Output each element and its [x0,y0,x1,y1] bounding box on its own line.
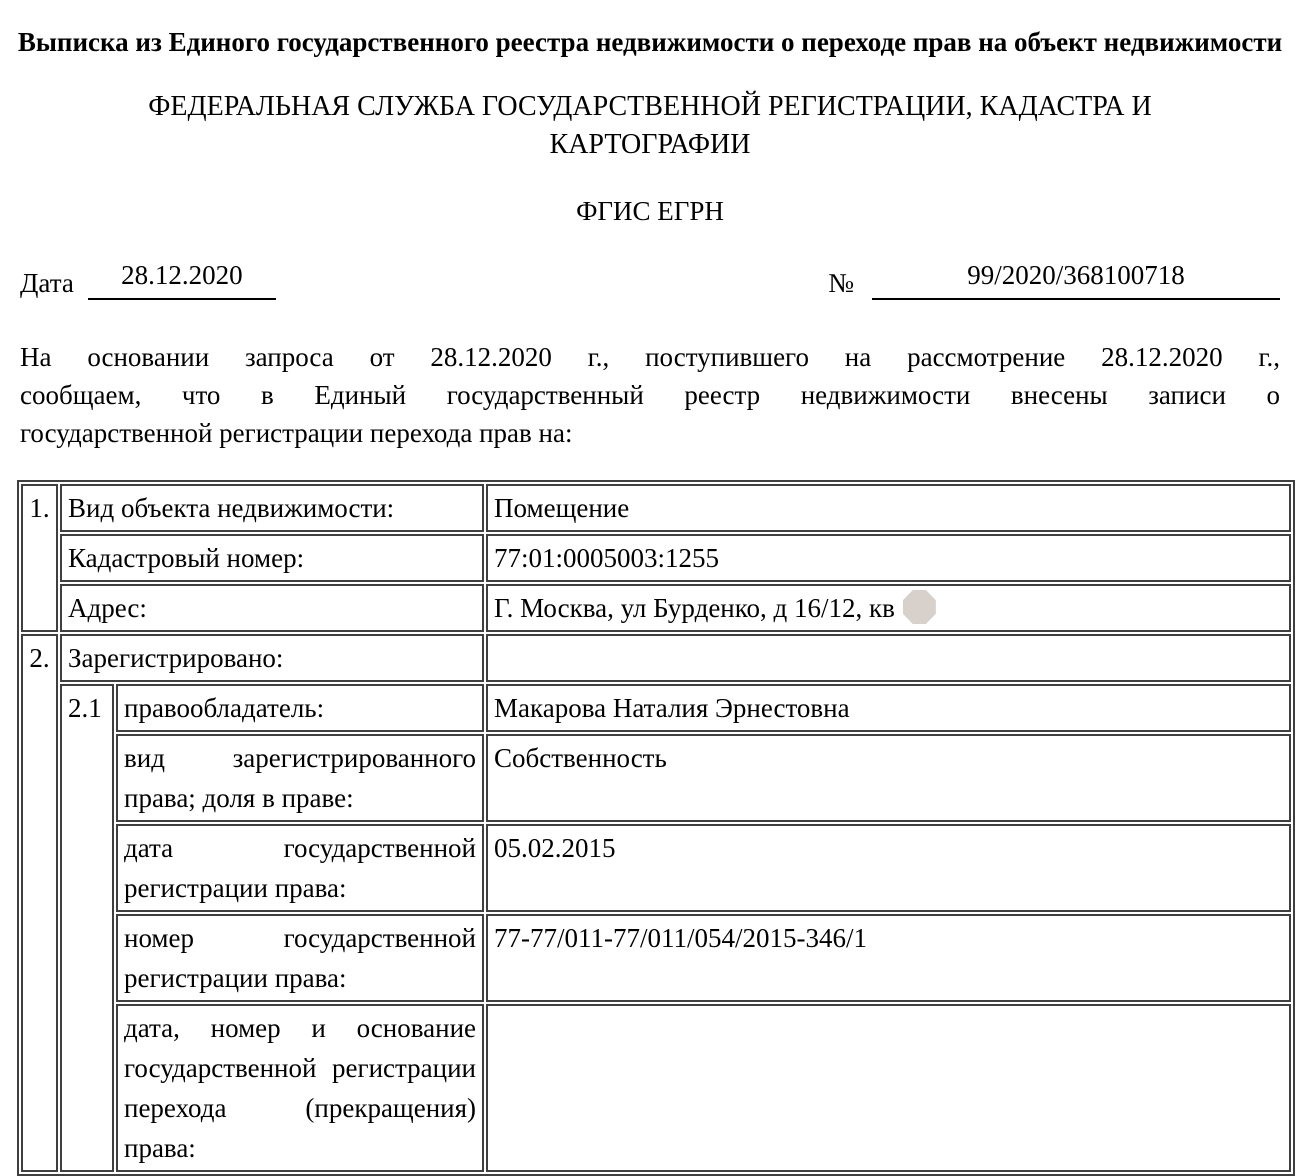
row-label: номер государственной регистрации права: [116,914,484,1002]
row-label: дата, номер и основание государственной регистрации перехода (прекращения) права: [116,1004,484,1172]
date-group [20,258,276,300]
date-label: Дата [20,268,74,298]
date-number-row [20,258,1280,300]
row-value: Макарова Наталия Эрнестовна [486,684,1291,732]
row-label: Вид объекта недвижимости: [60,484,484,532]
table-row [21,634,1291,682]
row-value: 77-77/011-77/011/054/2015-346/1 [486,914,1291,1002]
row-label: Зарегистрировано: [60,634,484,682]
number-value: 99/2020/368100718 [872,258,1280,300]
table-row [21,914,1291,1002]
table-row [21,824,1291,912]
address-text: Г. Москва, ул Бурденко, д 16/12, кв [494,593,895,623]
intro-line: сообщаем, что в Единый государственный реестр недвижимости внесены записи о [20,380,1280,410]
table-row [21,1004,1291,1172]
system-name: ФГИС ЕГРН [576,196,724,226]
intro-paragraph [20,338,1280,452]
row-value [486,1004,1291,1172]
row-value: Помещение [486,484,1291,532]
number-label: № [828,268,854,298]
row-label: Кадастровый номер: [60,534,484,582]
number-group [828,258,1280,300]
row-value: 77:01:0005003:1255 [486,534,1291,582]
section-number: 1. [21,484,58,632]
row-label: Адрес: [60,584,484,632]
intro-line: На основании запроса от 28.12.2020 г., поступившего на рассмотрение 28.12.2020 г., [20,342,1280,372]
agency-name: ФЕДЕРАЛЬНАЯ СЛУЖБА ГОСУДАРСТВЕННОЙ РЕГИСТРАЦИИ, КАДАСТРА И КАРТОГРАФИИ [148,91,1152,160]
table-row [21,484,1291,532]
rights-transfer-table [17,480,1295,1176]
row-value: 05.02.2015 [486,824,1291,912]
table-row [21,734,1291,822]
document-title: Выписка из Единого государственного реестра недвижимости о переходе прав на объект недвижимости [17,27,1283,57]
row-value [486,584,1291,632]
row-label: вид зарегистрированного права; доля в праве: [116,734,484,822]
subsection-number: 2.1 [60,684,114,1172]
row-label: правообладатель: [116,684,484,732]
table-row [21,534,1291,582]
date-value: 28.12.2020 [88,258,276,300]
table-row [21,684,1291,732]
row-label: дата государственной регистрации права: [116,824,484,912]
address-redaction [903,590,936,624]
section-number: 2. [21,634,58,1172]
row-value: Собственность [486,734,1291,822]
row-value [486,634,1291,682]
table-row [21,584,1291,632]
intro-line: государственной регистрации перехода прав на: [20,418,573,448]
